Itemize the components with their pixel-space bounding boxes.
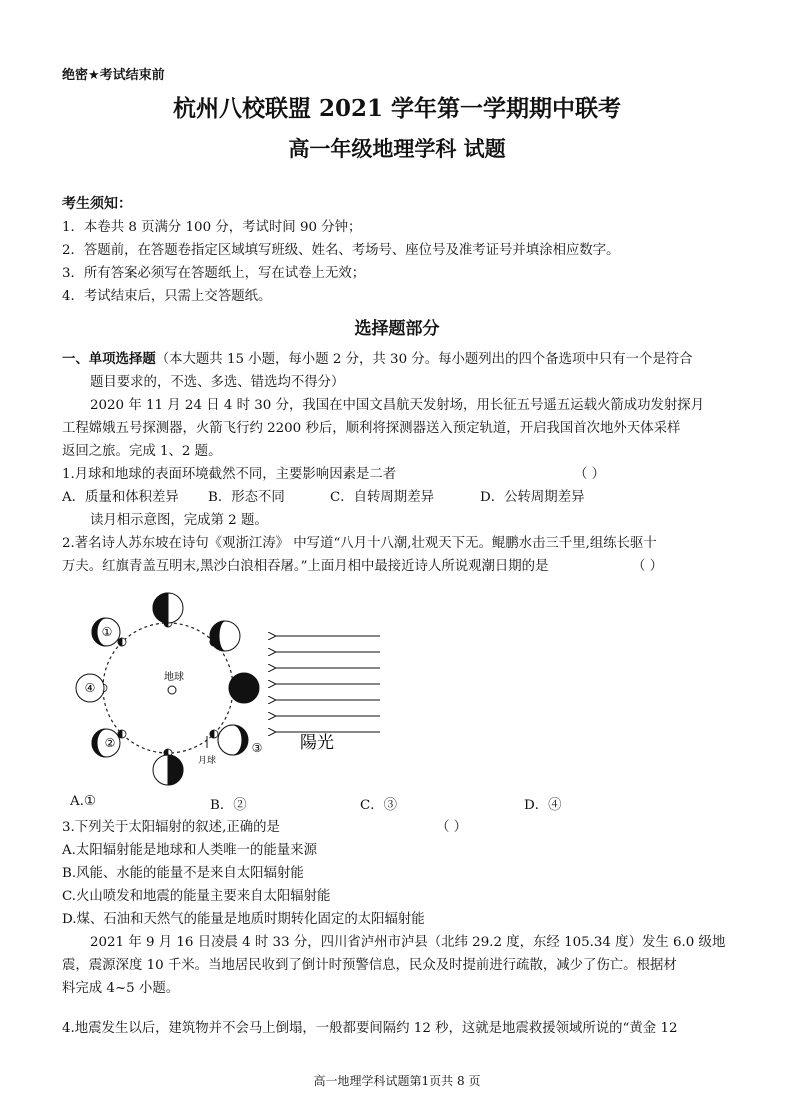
q2-option-c: C．③ xyxy=(360,798,398,813)
q3-answer-paren: （ ） xyxy=(436,820,468,835)
notice-item: 1．本卷共 8 页满分 100 分，考试时间 90 分钟； xyxy=(62,220,362,235)
marker-4: ④ xyxy=(84,681,96,695)
q3-option-d: D.煤、石油和天然气的能量是地质时期转化固定的太阳辐射能 xyxy=(62,912,425,927)
q2-option-a: A.① xyxy=(70,794,96,809)
part-instruction-line2: 题目要求的，不选、多选、错选均不得分） xyxy=(90,375,345,390)
notice-item: 4．考试结束后，只需上交答题纸。 xyxy=(62,289,272,304)
material-line: 2020 年 11 月 24 日 4 时 30 分，我国在中国文昌航天发射场，用长征五号遥五运载火箭成功发射探月 xyxy=(90,398,705,413)
q2-stem-line2: 万夫。红旗青盖互明末,黑沙白浪相吞屠。”上面月相中最接近诗人所说观潮日期的是 xyxy=(62,559,549,574)
q4-stem: 4.地震发生以后，建筑物并不会马上倒塌，一般都要间隔约 12 秒，这就是地震救援领域所说的“黄金 12 xyxy=(62,1021,678,1036)
q2-stem-line1: 2.著名诗人苏东坡在诗句《观浙江涛》 中写道“八月十八潮,壮观天下无。鲲鹏水击三千里,组练长驱十 xyxy=(62,536,657,551)
material2-line: 2021 年 9 月 16 日凌晨 4 时 33 分，四川省泸州市泸县（北纬 29.2 度，东经 105.34 度）发生 6.0 级地 xyxy=(90,935,726,950)
material-line: 返回之旅。完成 1、2 题。 xyxy=(62,444,222,459)
q1-option-c: C．自转周期差异 xyxy=(330,490,434,505)
q1-option-b: B．形态不同 xyxy=(208,490,285,505)
phase-new-moon-icon xyxy=(229,673,259,703)
marker-1: ① xyxy=(101,625,113,639)
material2-line: 震，震源深度 10 千米。当地居民收到了倒计时预警信息，民众及时提前进行疏散，减少了伤亡。根据材 xyxy=(62,958,677,973)
q1-answer-paren: （ ） xyxy=(574,467,606,482)
q2-option-b: B．② xyxy=(210,798,247,813)
q1-option-d: D．公转周期差异 xyxy=(480,490,585,505)
material2-line: 料完成 4~5 小题。 xyxy=(62,981,180,996)
phase-lower-right-icon xyxy=(218,725,248,755)
marker-3: ③ xyxy=(251,741,263,755)
section-title: 选择题部分 xyxy=(354,319,440,339)
earth-icon xyxy=(168,686,176,694)
q3-option-a: A.太阳辐射能是地球和人类唯一的能量来源 xyxy=(62,843,317,858)
notice-item: 3．所有答案必须写在答题纸上，写在试卷上无效； xyxy=(62,266,366,281)
orbit-moon-icon xyxy=(118,730,126,738)
q3-option-c: C.火山喷发和地震的能量主要来自太阳辐射能 xyxy=(62,889,331,904)
moon-label: 月球 xyxy=(198,756,217,766)
earth-label: 地球 xyxy=(164,672,184,683)
orbit-moon-icon xyxy=(118,638,126,646)
phase-bottom-icon xyxy=(153,755,183,785)
part-instruction-line1: （本大题共 15 小题，每小题 2 分，共 30 分。每小题列出的四个备选项中只有一个是符合 xyxy=(155,352,693,367)
exam-title: 杭州八校联盟 2021 学年第一学期期中联考 xyxy=(172,95,622,122)
page-footer: 高一地理学科试题第1页共 8 页 xyxy=(313,1074,481,1088)
moon-phase-diagram xyxy=(70,588,390,798)
part-instruction xyxy=(62,348,693,367)
secret-label: 绝密★考试结束前 xyxy=(62,68,165,83)
q1-stem: 1.月球和地球的表面环境截然不同，主要影响因素是二者 xyxy=(62,467,397,482)
phase-upper-right-icon xyxy=(210,621,240,651)
part-heading: 一、单项选择题 xyxy=(62,351,156,367)
sunlight-arrows xyxy=(276,636,380,732)
q3-option-b: B.风能、水能的能量不是来自太阳辐射能 xyxy=(62,866,304,881)
notice-item: 2．答题前，在答题卷指定区域填写班级、姓名、考场号、座位号及准考证号并填涂相应数字。 xyxy=(62,243,620,258)
q2-intro: 读月相示意图，完成第 2 题。 xyxy=(90,513,268,528)
q2-option-d: D．④ xyxy=(524,798,562,813)
marker-2: ② xyxy=(104,736,116,750)
q3-stem: 3.下列关于太阳辐射的叙述,正确的是 xyxy=(62,820,280,835)
notice-heading: 考生须知： xyxy=(62,196,132,212)
orbit-moon-icon xyxy=(210,730,218,738)
material-line: 工程嫦娥五号探测器，火箭飞行约 2200 秒后，顺利将探测器送入预定轨道，开启我国首次地外天体采样 xyxy=(62,421,681,436)
q1-option-a: A．质量和体积差异 xyxy=(62,490,179,505)
phase-top-icon xyxy=(153,593,183,623)
sunlight-label: 陽光 xyxy=(300,733,334,753)
q2-answer-paren: （ ） xyxy=(632,559,664,574)
exam-subtitle: 高一年级地理学科 试题 xyxy=(288,136,506,161)
